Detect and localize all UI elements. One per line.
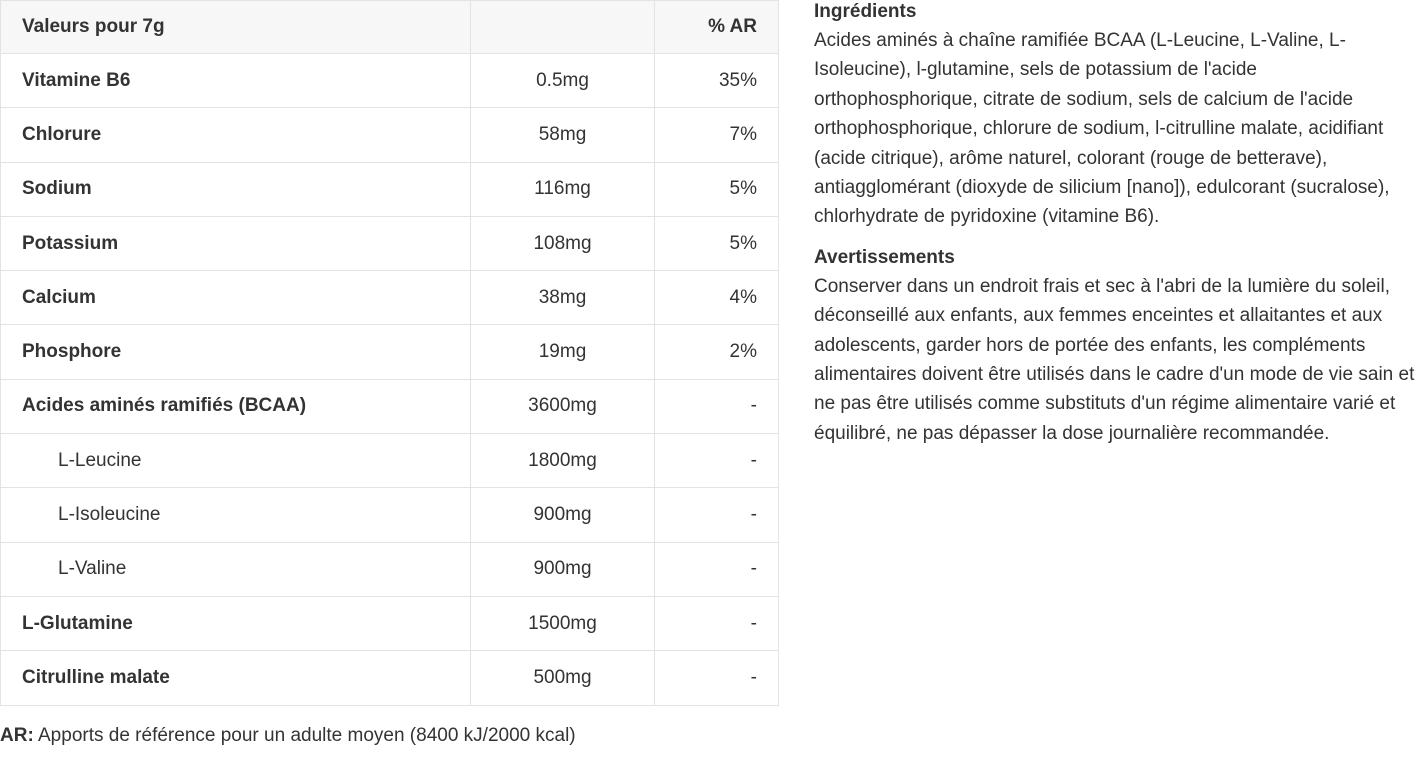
nutrient-name: L-Valine	[1, 542, 471, 596]
nutrient-reference-intake: 7%	[655, 108, 779, 162]
header-reference-intake: % AR	[655, 1, 779, 54]
table-header-row	[1, 1, 779, 54]
nutrient-amount: 19mg	[471, 325, 655, 379]
warnings-title: Avertissements	[814, 246, 955, 268]
table-row	[1, 542, 779, 596]
nutrient-amount: 500mg	[471, 651, 655, 705]
nutrient-amount: 900mg	[471, 488, 655, 542]
table-row	[1, 108, 779, 162]
table-row	[1, 596, 779, 650]
nutrient-name: L-Isoleucine	[1, 488, 471, 542]
reference-intake-footnote	[0, 725, 576, 747]
nutrition-table-body	[1, 54, 779, 706]
footnote-label: AR:	[0, 725, 34, 746]
nutrient-name: Citrulline malate	[1, 651, 471, 705]
table-row	[1, 651, 779, 705]
nutrient-amount: 0.5mg	[471, 54, 655, 108]
nutrient-amount: 1500mg	[471, 596, 655, 650]
table-row	[1, 216, 779, 270]
table-row	[1, 162, 779, 216]
nutrient-reference-intake: -	[655, 379, 779, 433]
nutrient-amount: 1800mg	[471, 434, 655, 488]
footnote-text: Apports de référence pour un adulte moyen (8400 kJ/2000 kcal)	[33, 725, 576, 746]
nutrient-name: L-Glutamine	[1, 596, 471, 650]
nutrient-name: Phosphore	[1, 325, 471, 379]
header-amount	[471, 1, 655, 54]
nutrient-reference-intake: 4%	[655, 271, 779, 325]
ingredients-title: Ingrédients	[814, 1, 917, 22]
table-row	[1, 488, 779, 542]
nutrient-amount: 116mg	[471, 162, 655, 216]
ingredients-text: Acides aminés à chaîne ramifiée BCAA (L-Leucine, L-Valine, L-Isoleucine), l-glutamine, sels de potassium de l'acide orthophosphorique, citrate de sodium, sels de calcium de l'acide orthophosphorique, chlorure de sodium, l-citrulline malate, acidifiant (acide citrique), arôme naturel, colorant (rouge de betterave), antiagglomérant (dioxyde de silicium [nano]), edulcorant (sucralose), chlorhydrate de pyridoxine (vitamine B6).	[814, 30, 1390, 228]
table-row	[1, 379, 779, 433]
table-row	[1, 54, 779, 108]
nutrient-name: Potassium	[1, 216, 471, 270]
nutrient-reference-intake: -	[655, 651, 779, 705]
header-values-per-serving: Valeurs pour 7g	[1, 1, 471, 54]
table-row	[1, 434, 779, 488]
nutrient-reference-intake: 5%	[655, 216, 779, 270]
product-info-section	[814, 0, 1420, 448]
nutrient-amount: 900mg	[471, 542, 655, 596]
nutrient-reference-intake: 35%	[655, 54, 779, 108]
nutrient-name: Acides aminés ramifiés (BCAA)	[1, 379, 471, 433]
nutrient-name: Chlorure	[1, 108, 471, 162]
nutrient-amount: 38mg	[471, 271, 655, 325]
nutrient-name: Sodium	[1, 162, 471, 216]
nutrient-reference-intake: -	[655, 434, 779, 488]
table-row	[1, 271, 779, 325]
nutrient-reference-intake: 5%	[655, 162, 779, 216]
nutrient-reference-intake: -	[655, 488, 779, 542]
nutrient-amount: 3600mg	[471, 379, 655, 433]
nutrient-name: Vitamine B6	[1, 54, 471, 108]
warnings-text: Conserver dans un endroit frais et sec à l'abri de la lumière du soleil, déconseillé aux enfants, aux femmes enceintes et allaitantes et aux adolescents, garder hors de portée des enfants, les compléments alimentaires doivent être utilisés dans le cadre d'un mode de vie sain et ne pas être utilisés comme substituts d'un régime alimentaire varié et équilibré, ne pas dépasser la dose journalière recommandée.	[814, 275, 1415, 444]
nutrient-name: Calcium	[1, 271, 471, 325]
table-row	[1, 325, 779, 379]
nutrient-reference-intake: -	[655, 542, 779, 596]
nutrient-reference-intake: 2%	[655, 325, 779, 379]
nutrient-amount: 108mg	[471, 216, 655, 270]
nutrient-reference-intake: -	[655, 596, 779, 650]
nutrient-name: L-Leucine	[1, 434, 471, 488]
nutrient-amount: 58mg	[471, 108, 655, 162]
